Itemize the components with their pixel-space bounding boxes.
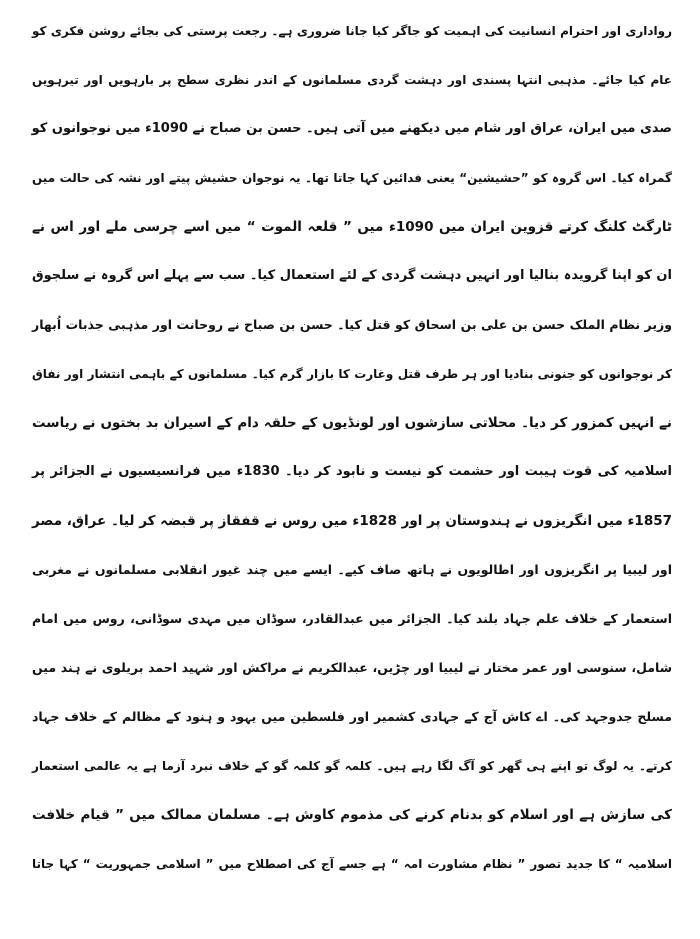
text-line-13: استعمار کے خلاف علم جہاد بلند کیا۔ الجزائر میں عبدالقادر، سوڈان میں مہدی سوڈانی، روس میں امام [32,611,672,626]
text-line-12: اور لیبیا پر انگریزوں اور اطالویوں نے ہاتھ صاف کیے۔ ایسے میں چند غیور انقلابی مسلمانوں نے مغربی [32,562,672,577]
text-line-14: شامل، سنوسی اور عمر مختار نے لیبیا اور چڑیں، عبدالکریم نے مراکش اور شہید احمد بریلوی نے ہند میں [32,660,672,675]
text-line-9: نے انہیں کمزور کر دیا۔ محلاتی سازشوں اور لونڈیوں کے حلقہ دام کے اسیران بد بختوں نے ریاست [32,414,672,431]
text-line-6: ان کو اپنا گرویدہ بنالیا اور انہیں دہشت گردی کے لئے استعمال کیا۔ سب سے پہلے اس گروہ نے سلجوق [32,268,672,283]
text-line-7: وزیر نظام الملک حسن بن علی بن اسحاق کو قتل کیا۔ حسن بن صباح نے روحانت اور مذہبی جذبات اُبھار [32,317,672,332]
text-line-18: اسلامیہ “ کا جدید تصور ” نظام مشاورت امہ “ ہے جسے آج کی اصطلاح میں ” اسلامی جمہوریت “ کہا جاتا [32,856,672,871]
text-line-4: گمراہ کیا۔ اس گروہ کو ”حشیشین“ یعنی فدائین کہا جاتا تھا۔ یہ نوجوان حشیش پیتے اور نشہ کی حالت میں [32,170,672,185]
text-line-8: کر نوجوانوں کو جنونی بنادیا اور ہر طرف قتل وغارت کا بازار گرم کیا۔ مسلمانوں کے باہمی انتشار اور نفاق [32,366,672,381]
text-line-11: 1857ء میں انگریزوں نے ہندوستان پر اور 1828ء میں روس نے قفقاز پر قبضہ کر لیا۔ عراق، مصر [32,512,672,529]
urdu-paragraph [32,6,672,888]
text-line-1: رواداری اور احترام انسانیت کی اہمیت کو جاگر کیا جانا ضروری ہے۔ رجعت پرستی کی بجائے روشن فکری کو [32,23,672,38]
text-line-10: اسلامیہ کی قوت ہیبت اور حشمت کو نیست و نابود کر دیا۔ 1830ء میں فرانسیسیوں نے الجزائر پر [32,464,672,479]
text-line-2: عام کیا جائے۔ مذہبی انتہا پسندی اور دہشت گردی مسلمانوں کے اندر نظری سطح پر بارہویں اور تیرہویں [32,72,672,87]
text-line-15: مسلح جدوجہد کی۔ اے کاش آج کے جہادی کشمیر اور فلسطین میں یہود و ہنود کے مظالم کے خلاف جہاد [32,709,672,724]
text-line-3: صدی میں ایران، عراق اور شام میں دیکھنے میں آتی ہیں۔ حسن بن صباح نے 1090ء میں نوجوانوں کو [31,121,672,136]
text-line-5: ٹارگٹ کلنگ کرتے قزوین ایران میں 1090ء میں ” قلعہ الموت “ میں اسے چرسی ملے اور اس نے [32,218,672,235]
text-line-16: کرتے۔ یہ لوگ تو اپنے ہی گھر کو آگ لگا رہے ہیں۔ کلمہ گو کلمہ گو کے خلاف نبرد آزما ہے یہ عالمی استعمار [32,758,672,773]
text-line-17: کی سازش ہے اور اسلام کو بدنام کرنے کی مذموم کاوش ہے۔ مسلمان ممالک میں ” قیام خلافت [32,806,672,823]
